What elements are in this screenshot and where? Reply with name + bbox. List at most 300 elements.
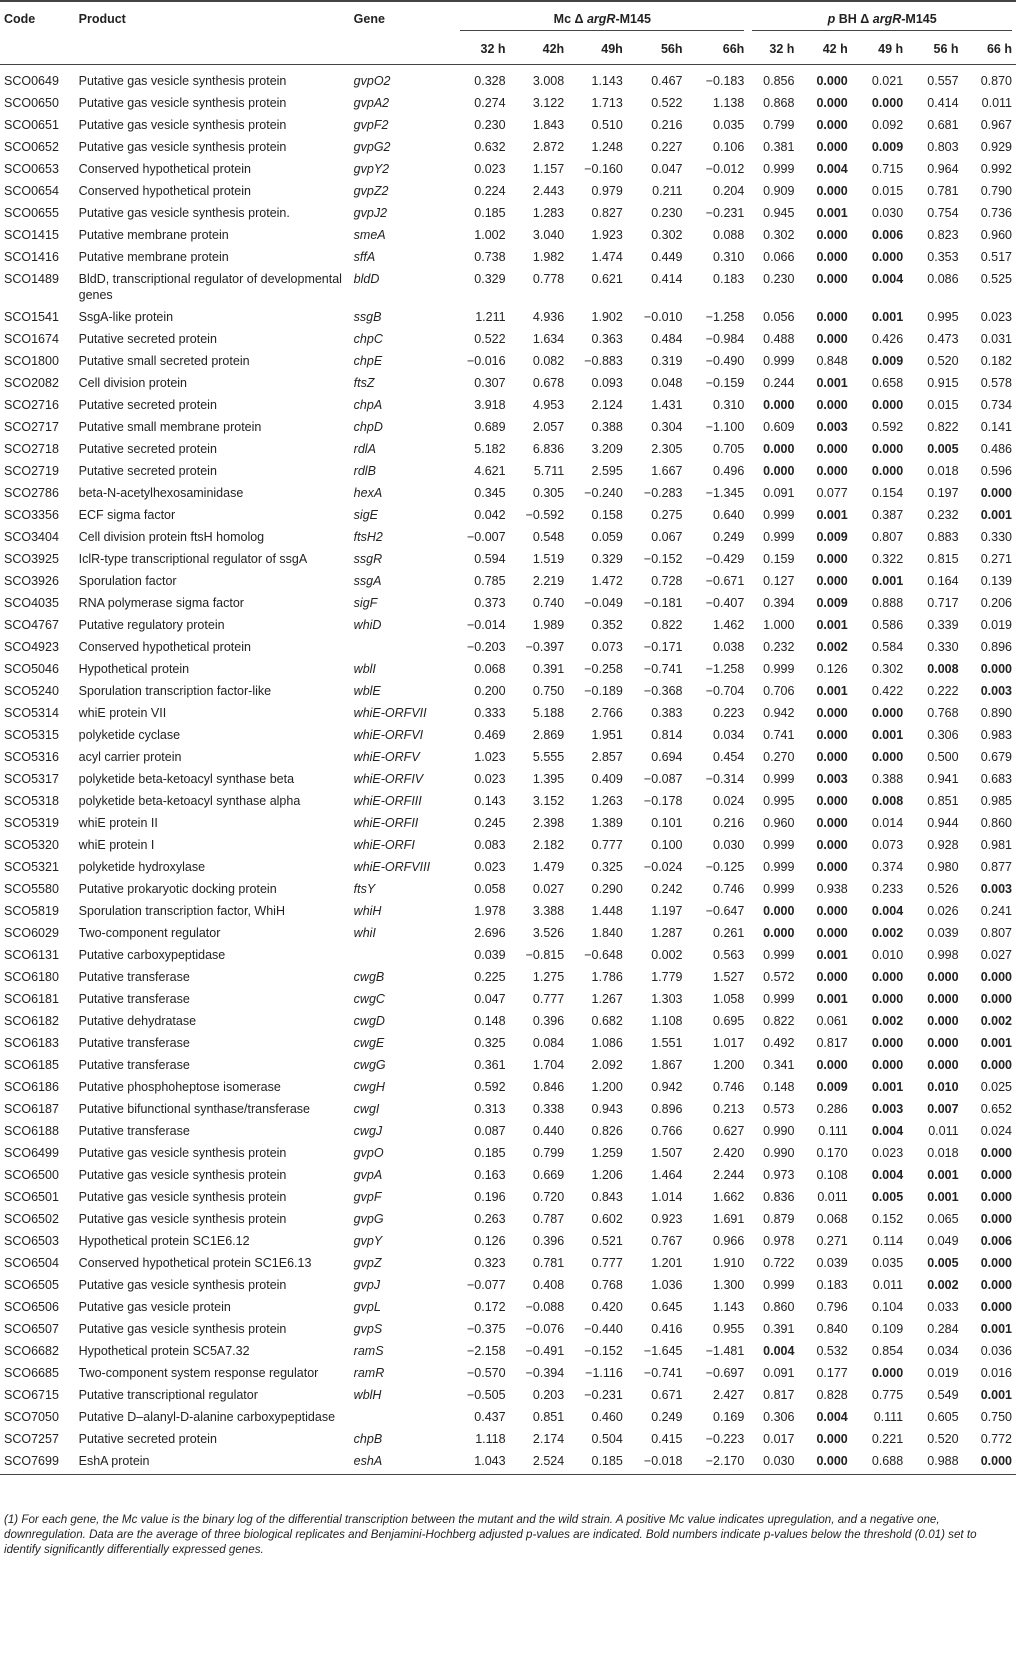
cell-pbh-value: 0.000 bbox=[816, 838, 848, 852]
cell-code: SCO2717 bbox=[4, 420, 59, 434]
pbh-time-header: 42 h bbox=[798, 32, 851, 65]
cell-pbh-value: 0.010 bbox=[871, 948, 904, 962]
cell-mc-value: −0.440 bbox=[584, 1322, 623, 1336]
cell-mc-value: −0.024 bbox=[643, 860, 683, 874]
cell-mc-value: 0.058 bbox=[474, 882, 506, 896]
cell-mc-value: 3.918 bbox=[474, 398, 506, 412]
cell-pbh-value: 0.596 bbox=[980, 464, 1012, 478]
cell-mc-value: 0.328 bbox=[474, 74, 506, 88]
cell-mc-value: 1.431 bbox=[651, 398, 683, 412]
table-row bbox=[0, 1010, 1016, 1032]
cell-mc-value: −0.160 bbox=[584, 162, 623, 176]
table-row bbox=[0, 482, 1016, 504]
cell-pbh-value: 0.999 bbox=[763, 838, 795, 852]
cell-mc-value: 0.169 bbox=[713, 1410, 745, 1424]
cell-pbh-value: 0.990 bbox=[763, 1124, 795, 1138]
cell-pbh-value: 0.341 bbox=[763, 1058, 795, 1072]
cell-gene: chpB bbox=[353, 1432, 383, 1446]
cell-gene: ramS bbox=[353, 1344, 384, 1358]
cell-product: Hypothetical protein SC1E6.12 bbox=[78, 1234, 250, 1248]
cell-pbh-value: 0.999 bbox=[763, 882, 795, 896]
cell-product: acyl carrier protein bbox=[78, 750, 182, 764]
table-row bbox=[0, 768, 1016, 790]
cell-mc-value: 0.200 bbox=[474, 684, 506, 698]
cell-mc-value: 1.287 bbox=[651, 926, 683, 940]
cell-mc-value: 2.092 bbox=[591, 1058, 623, 1072]
cell-gene: gvpA2 bbox=[353, 96, 390, 110]
cell-pbh-value: 0.000 bbox=[963, 1450, 1016, 1475]
table-row bbox=[0, 1142, 1016, 1164]
cell-mc-value: 0.738 bbox=[474, 250, 506, 264]
cell-pbh-value: 0.856 bbox=[763, 74, 795, 88]
cell-product: Conserved hypothetical protein SC1E6.13 bbox=[78, 1256, 312, 1270]
cell-mc-value: 0.396 bbox=[532, 1234, 565, 1248]
cell-pbh-value: 0.817 bbox=[816, 1036, 848, 1050]
cell-mc-value: 1.023 bbox=[474, 750, 506, 764]
cell-pbh-value: 0.868 bbox=[763, 96, 795, 110]
cell-code: SCO6182 bbox=[4, 1014, 59, 1028]
cell-mc-value: 0.750 bbox=[532, 684, 565, 698]
cell-pbh-value: 0.164 bbox=[927, 574, 959, 588]
cell-gene: eshA bbox=[350, 1450, 457, 1475]
cell-mc-value: 0.522 bbox=[651, 96, 683, 110]
cell-pbh-value: 0.271 bbox=[980, 552, 1012, 566]
cell-mc-value: 0.035 bbox=[713, 118, 745, 132]
cell-pbh-value: 0.998 bbox=[927, 948, 959, 962]
cell-gene: bldD bbox=[353, 272, 380, 286]
cell-product: Putative gas vesicle synthesis protein bbox=[78, 74, 287, 88]
cell-pbh-value: 0.888 bbox=[871, 596, 904, 610]
cell-mc-value: 0.302 bbox=[651, 228, 683, 242]
cell-pbh-value: 0.422 bbox=[871, 684, 904, 698]
cell-code: SCO0650 bbox=[4, 96, 59, 110]
cell-mc-value: 0.415 bbox=[651, 1432, 683, 1446]
cell-pbh-value: 0.001 bbox=[980, 1322, 1012, 1336]
cell-code: SCO3926 bbox=[4, 574, 59, 588]
cell-code: SCO1800 bbox=[4, 354, 59, 368]
cell-mc-value: 0.548 bbox=[532, 530, 565, 544]
cell-mc-value: 0.143 bbox=[474, 794, 506, 808]
cell-pbh-value: 0.790 bbox=[980, 184, 1012, 198]
cell-mc-value: 0.148 bbox=[474, 1014, 506, 1028]
cell-pbh-value: 0.000 bbox=[816, 728, 848, 742]
cell-pbh-value: 0.330 bbox=[980, 530, 1012, 544]
cell-mc-value: −0.189 bbox=[584, 684, 623, 698]
cell-mc-value: 0.224 bbox=[474, 184, 506, 198]
cell-pbh-value: 0.001 bbox=[816, 948, 848, 962]
cell-pbh-value: 0.001 bbox=[980, 1036, 1012, 1050]
cell-product: Putative membrane protein bbox=[78, 228, 229, 242]
cell-mc-value: 1.448 bbox=[591, 904, 623, 918]
cell-mc-value: 0.002 bbox=[651, 948, 683, 962]
cell-pbh-value: 0.023 bbox=[871, 1146, 904, 1160]
cell-mc-value: 0.073 bbox=[591, 640, 623, 654]
cell-mc-value: 1.472 bbox=[591, 574, 623, 588]
cell-pbh-value: 0.549 bbox=[927, 1388, 959, 1402]
cell-product: Putative secreted protein bbox=[78, 464, 217, 478]
cell-mc-value: −0.375 bbox=[466, 1322, 506, 1336]
cell-mc-value: 0.333 bbox=[474, 706, 506, 720]
cell-pbh-value: 0.030 bbox=[748, 1450, 798, 1475]
cell-code: SCO0649 bbox=[4, 74, 59, 88]
cell-pbh-value: 0.000 bbox=[816, 1058, 848, 1072]
cell-mc-value: 0.290 bbox=[591, 882, 623, 896]
table-row bbox=[0, 328, 1016, 350]
cell-mc-value: 0.510 bbox=[591, 118, 623, 132]
cell-gene: whiE-ORFVII bbox=[353, 706, 427, 720]
cell-code: SCO4767 bbox=[4, 618, 59, 632]
cell-product: Putative carboxypeptidase bbox=[78, 948, 226, 962]
cell-mc-value: 0.467 bbox=[651, 74, 683, 88]
cell-mc-value: 1.691 bbox=[713, 1212, 745, 1226]
cell-pbh-value: 0.005 bbox=[927, 1256, 959, 1270]
cell-pbh-value: 0.001 bbox=[871, 728, 904, 742]
cell-product: Putative D–alanyl-D-alanine carboxypeptidase bbox=[78, 1410, 336, 1424]
cell-pbh-value: 0.000 bbox=[927, 992, 959, 1006]
table-row bbox=[0, 460, 1016, 482]
cell-mc-value: −0.223 bbox=[705, 1432, 745, 1446]
cell-mc-value: 1.014 bbox=[651, 1190, 683, 1204]
cell-pbh-value: 0.177 bbox=[816, 1366, 848, 1380]
cell-mc-value: 0.023 bbox=[474, 860, 506, 874]
cell-pbh-value: 0.056 bbox=[763, 310, 795, 324]
cell-pbh-value: 0.992 bbox=[980, 162, 1012, 176]
cell-pbh-value: 0.500 bbox=[927, 750, 959, 764]
cell-mc-value: 0.274 bbox=[474, 96, 506, 110]
cell-mc-value: 0.689 bbox=[474, 420, 506, 434]
cell-pbh-value: 0.015 bbox=[871, 184, 904, 198]
cell-gene: ssgR bbox=[353, 552, 383, 566]
cell-gene: gvpY bbox=[353, 1234, 383, 1248]
cell-pbh-value: 0.000 bbox=[763, 464, 795, 478]
cell-pbh-value: 0.000 bbox=[798, 1450, 851, 1475]
cell-pbh-value: 0.000 bbox=[871, 1036, 904, 1050]
cell-mc-value: −1.258 bbox=[705, 662, 745, 676]
cell-mc-value: 0.728 bbox=[651, 574, 683, 588]
cell-pbh-value: 0.159 bbox=[763, 552, 795, 566]
cell-product: Putative phosphoheptose isomerase bbox=[78, 1080, 281, 1094]
cell-gene bbox=[350, 1406, 457, 1428]
cell-pbh-value: 0.879 bbox=[763, 1212, 795, 1226]
cell-pbh-value: 0.772 bbox=[980, 1432, 1012, 1446]
cell-code: SCO6186 bbox=[4, 1080, 59, 1094]
cell-mc-value: 1.507 bbox=[651, 1146, 683, 1160]
cell-pbh-value: 0.222 bbox=[927, 684, 959, 698]
cell-mc-value: 0.437 bbox=[474, 1410, 506, 1424]
cell-product: Cell division protein bbox=[78, 376, 188, 390]
cell-gene: ftsH2 bbox=[353, 530, 383, 544]
cell-mc-value: 1.036 bbox=[651, 1278, 683, 1292]
cell-product: Putative gas vesicle synthesis protein bbox=[78, 1278, 287, 1292]
cell-mc-value: −0.397 bbox=[525, 640, 565, 654]
cell-gene: cwgC bbox=[353, 992, 385, 1006]
cell-product: Putative transferase bbox=[78, 992, 190, 1006]
cell-mc-value: 5.711 bbox=[533, 464, 565, 478]
mc-time-header: 66h bbox=[687, 32, 749, 65]
cell-pbh-value: 0.030 bbox=[871, 206, 904, 220]
cell-mc-value: 1.197 bbox=[651, 904, 683, 918]
cell-mc-value: 1.989 bbox=[532, 618, 565, 632]
cell-mc-value: 1.143 bbox=[713, 1300, 745, 1314]
cell-gene: gvpJ2 bbox=[353, 206, 388, 220]
cell-pbh-value: 0.065 bbox=[927, 1212, 959, 1226]
cell-gene: sigE bbox=[353, 508, 378, 522]
cell-pbh-value: 0.233 bbox=[871, 882, 904, 896]
cell-pbh-value: 0.486 bbox=[980, 442, 1012, 456]
cell-pbh-value: 0.822 bbox=[927, 420, 959, 434]
cell-mc-value: 1.662 bbox=[713, 1190, 745, 1204]
cell-gene bbox=[350, 944, 457, 966]
cell-pbh-value: 0.978 bbox=[763, 1234, 795, 1248]
cell-pbh-value: 0.019 bbox=[980, 618, 1012, 632]
cell-pbh-value: 0.517 bbox=[980, 250, 1012, 264]
table-row bbox=[0, 65, 1016, 93]
cell-code: SCO2719 bbox=[4, 464, 59, 478]
cell-mc-value: 0.305 bbox=[532, 486, 565, 500]
table-row bbox=[0, 1296, 1016, 1318]
cell-mc-value: 0.304 bbox=[651, 420, 683, 434]
cell-product: Two-component system response regulator bbox=[78, 1366, 319, 1380]
cell-mc-value: −0.152 bbox=[584, 1344, 623, 1358]
cell-mc-value: 2.244 bbox=[713, 1168, 745, 1182]
cell-pbh-value: 0.035 bbox=[871, 1256, 904, 1270]
pbh-time-header: 49 h bbox=[852, 32, 907, 65]
cell-mc-value: 0.778 bbox=[532, 272, 565, 286]
cell-pbh-value: 0.009 bbox=[871, 354, 904, 368]
cell-mc-value: 0.787 bbox=[532, 1212, 565, 1226]
cell-pbh-value: 0.896 bbox=[980, 640, 1012, 654]
cell-pbh-value: 0.000 bbox=[871, 442, 904, 456]
cell-product: IclR-type transcriptional regulator of ssgA bbox=[78, 552, 308, 566]
cell-code: SCO6682 bbox=[4, 1344, 59, 1358]
cell-gene: gvpZ2 bbox=[353, 184, 389, 198]
cell-product: whiE protein I bbox=[78, 838, 155, 852]
cell-pbh-value: 0.520 bbox=[927, 1432, 959, 1446]
cell-pbh-value: 0.036 bbox=[980, 1344, 1012, 1358]
cell-mc-value: 0.047 bbox=[651, 162, 683, 176]
cell-mc-value: 2.766 bbox=[591, 706, 623, 720]
cell-mc-value: 0.777 bbox=[591, 838, 623, 852]
cell-product: Putative transferase bbox=[78, 970, 190, 984]
cell-mc-value: −0.231 bbox=[584, 1388, 623, 1402]
cell-mc-value: 0.059 bbox=[591, 530, 623, 544]
cell-mc-value: 0.640 bbox=[713, 508, 745, 522]
header-row-group bbox=[0, 0, 1016, 32]
cell-pbh-value: 0.000 bbox=[980, 1300, 1012, 1314]
cell-pbh-value: 0.014 bbox=[871, 816, 904, 830]
cell-gene: gvpJ bbox=[353, 1278, 381, 1292]
cell-product: whiE protein VII bbox=[78, 706, 167, 720]
cell-mc-value: 0.185 bbox=[474, 1146, 506, 1160]
cell-pbh-value: 0.985 bbox=[980, 794, 1012, 808]
cell-pbh-value: 0.221 bbox=[871, 1432, 904, 1446]
cell-pbh-value: 0.000 bbox=[763, 442, 795, 456]
cell-pbh-value: 0.473 bbox=[927, 332, 959, 346]
cell-mc-value: 0.100 bbox=[651, 838, 683, 852]
cell-mc-value: 2.696 bbox=[474, 926, 506, 940]
cell-code: SCO6499 bbox=[4, 1146, 59, 1160]
cell-pbh-value: 0.008 bbox=[927, 662, 959, 676]
cell-gene: chpD bbox=[353, 420, 383, 434]
cell-pbh-value: 0.322 bbox=[871, 552, 904, 566]
cell-pbh-value: 0.000 bbox=[763, 926, 795, 940]
cell-pbh-value: 0.016 bbox=[980, 1366, 1012, 1380]
cell-gene: smeA bbox=[353, 228, 386, 242]
cell-gene: whiH bbox=[353, 904, 382, 918]
cell-gene: whiE-ORFVI bbox=[353, 728, 424, 742]
cell-code: SCO1415 bbox=[4, 228, 59, 242]
col-product-header: Product bbox=[78, 12, 126, 26]
cell-pbh-value: 0.944 bbox=[927, 816, 959, 830]
cell-mc-value: 0.669 bbox=[532, 1168, 565, 1182]
cell-gene: ramR bbox=[353, 1366, 385, 1380]
cell-code: SCO3356 bbox=[4, 508, 59, 522]
cell-mc-value: −0.283 bbox=[643, 486, 683, 500]
cell-product: polyketide cyclase bbox=[78, 728, 181, 742]
cell-pbh-value: 0.018 bbox=[927, 1146, 959, 1160]
cell-mc-value: 0.093 bbox=[591, 376, 623, 390]
cell-gene: rdlB bbox=[353, 464, 376, 478]
cell-product: Putative small secreted protein bbox=[78, 354, 250, 368]
cell-pbh-value: 0.001 bbox=[871, 574, 904, 588]
cell-mc-value: 1.910 bbox=[713, 1256, 745, 1270]
cell-mc-value: 0.203 bbox=[532, 1388, 565, 1402]
table-row bbox=[0, 856, 1016, 878]
cell-pbh-value: 0.154 bbox=[871, 486, 904, 500]
cell-code: SCO7699 bbox=[0, 1450, 75, 1475]
cell-gene: whiE-ORFIII bbox=[353, 794, 422, 808]
cell-pbh-value: 0.578 bbox=[980, 376, 1012, 390]
cell-pbh-value: 0.025 bbox=[980, 1080, 1012, 1094]
cell-pbh-value: 0.091 bbox=[763, 1366, 795, 1380]
cell-pbh-value: 0.414 bbox=[927, 96, 959, 110]
cell-pbh-value: 0.011 bbox=[817, 1190, 848, 1204]
cell-pbh-value: 0.967 bbox=[980, 118, 1012, 132]
cell-mc-value: 0.042 bbox=[474, 508, 506, 522]
cell-product: Putative transcriptional regulator bbox=[78, 1388, 258, 1402]
table-row bbox=[0, 1208, 1016, 1230]
cell-mc-value: −0.203 bbox=[466, 640, 506, 654]
cell-pbh-value: 0.781 bbox=[927, 184, 959, 198]
cell-mc-value: 0.621 bbox=[591, 272, 623, 286]
cell-gene: gvpG2 bbox=[353, 140, 391, 154]
cell-pbh-value: 0.339 bbox=[927, 618, 959, 632]
cell-mc-value: 1.206 bbox=[591, 1168, 623, 1182]
table-row bbox=[0, 944, 1016, 966]
cell-mc-value: 1.923 bbox=[591, 228, 623, 242]
cell-pbh-value: 0.170 bbox=[816, 1146, 848, 1160]
cell-pbh-value: 0.000 bbox=[816, 970, 848, 984]
cell-pbh-value: 0.197 bbox=[927, 486, 959, 500]
cell-mc-value: 0.469 bbox=[474, 728, 506, 742]
cell-code: SCO6187 bbox=[4, 1102, 59, 1116]
cell-gene: whiE-ORFII bbox=[353, 816, 419, 830]
cell-pbh-value: 0.000 bbox=[871, 398, 904, 412]
cell-pbh-value: 0.000 bbox=[816, 140, 848, 154]
cell-mc-value: 1.519 bbox=[532, 552, 565, 566]
table-row bbox=[0, 812, 1016, 834]
cell-mc-value: 1.086 bbox=[591, 1036, 623, 1050]
cell-pbh-value: 0.520 bbox=[927, 354, 959, 368]
cell-code: SCO3404 bbox=[4, 530, 59, 544]
cell-product: Putative gas vesicle synthesis protein bbox=[78, 1212, 287, 1226]
cell-pbh-value: 0.652 bbox=[980, 1102, 1012, 1116]
cell-mc-value: 0.310 bbox=[713, 250, 745, 264]
cell-mc-value: −0.076 bbox=[525, 1322, 565, 1336]
cell-pbh-value: 0.000 bbox=[927, 970, 959, 984]
cell-mc-value: 2.182 bbox=[532, 838, 565, 852]
cell-code: SCO6507 bbox=[4, 1322, 59, 1336]
cell-pbh-value: 0.019 bbox=[927, 1366, 959, 1380]
cell-code: SCO5318 bbox=[4, 794, 59, 808]
cell-gene: gvpY2 bbox=[353, 162, 390, 176]
cell-code: SCO5314 bbox=[4, 706, 59, 720]
cell-pbh-value: 0.999 bbox=[763, 354, 795, 368]
cell-mc-value: 0.263 bbox=[474, 1212, 506, 1226]
cell-mc-value: 1.200 bbox=[591, 1080, 623, 1094]
cell-pbh-value: 0.011 bbox=[928, 1124, 959, 1138]
cell-mc-value: 1.201 bbox=[651, 1256, 683, 1270]
cell-pbh-value: 0.114 bbox=[872, 1234, 904, 1248]
cell-product: Putative membrane protein bbox=[78, 250, 229, 264]
cell-mc-value: 0.088 bbox=[713, 228, 745, 242]
cell-pbh-value: 0.004 bbox=[871, 1168, 904, 1182]
cell-mc-value: −0.883 bbox=[584, 354, 623, 368]
cell-pbh-value: 0.999 bbox=[763, 860, 795, 874]
cell-pbh-value: 0.807 bbox=[871, 530, 904, 544]
cell-mc-value: 3.388 bbox=[532, 904, 565, 918]
cell-pbh-value: 0.330 bbox=[927, 640, 959, 654]
cell-pbh-value: 0.000 bbox=[927, 1058, 959, 1072]
cell-mc-value: −0.368 bbox=[643, 684, 683, 698]
cell-code: SCO7257 bbox=[4, 1432, 59, 1446]
cell-mc-value: 0.440 bbox=[532, 1124, 565, 1138]
cell-pbh-value: 0.244 bbox=[763, 376, 795, 390]
cell-pbh-value: 0.999 bbox=[763, 772, 795, 786]
cell-pbh-value: 0.750 bbox=[980, 1410, 1012, 1424]
cell-pbh-value: 0.688 bbox=[852, 1450, 907, 1475]
cell-pbh-value: 0.573 bbox=[763, 1102, 795, 1116]
cell-mc-value: 2.057 bbox=[532, 420, 565, 434]
cell-pbh-value: 0.000 bbox=[871, 1058, 904, 1072]
cell-pbh-value: 0.004 bbox=[816, 1410, 848, 1424]
cell-mc-value: 5.188 bbox=[532, 706, 565, 720]
cell-mc-value: 0.420 bbox=[591, 1300, 623, 1314]
cell-code: SCO3925 bbox=[4, 552, 59, 566]
cell-mc-value: −1.100 bbox=[705, 420, 745, 434]
cell-mc-value: 0.632 bbox=[474, 140, 506, 154]
cell-mc-value: 0.338 bbox=[532, 1102, 565, 1116]
cell-mc-value: −0.159 bbox=[705, 376, 745, 390]
cell-mc-value: 2.174 bbox=[532, 1432, 565, 1446]
cell-pbh-value: 0.381 bbox=[763, 140, 795, 154]
cell-mc-value: 1.267 bbox=[591, 992, 623, 1006]
cell-product: Putative transferase bbox=[78, 1058, 190, 1072]
cell-gene: cwgB bbox=[353, 970, 385, 984]
cell-pbh-value: 0.990 bbox=[763, 1146, 795, 1160]
cell-mc-value: 0.496 bbox=[713, 464, 745, 478]
table-row bbox=[0, 1252, 1016, 1274]
cell-mc-value: 0.163 bbox=[474, 1168, 506, 1182]
pbh-group-header: p BH Δ argR-M145 bbox=[748, 0, 1016, 32]
cell-pbh-value: 0.803 bbox=[927, 140, 959, 154]
cell-mc-value: −0.429 bbox=[705, 552, 745, 566]
cell-pbh-value: 0.000 bbox=[816, 794, 848, 808]
table-row bbox=[0, 878, 1016, 900]
cell-mc-value: 1.283 bbox=[532, 206, 565, 220]
cell-product: Sporulation transcription factor, WhiH bbox=[78, 904, 285, 918]
cell-pbh-value: 0.999 bbox=[763, 662, 795, 676]
